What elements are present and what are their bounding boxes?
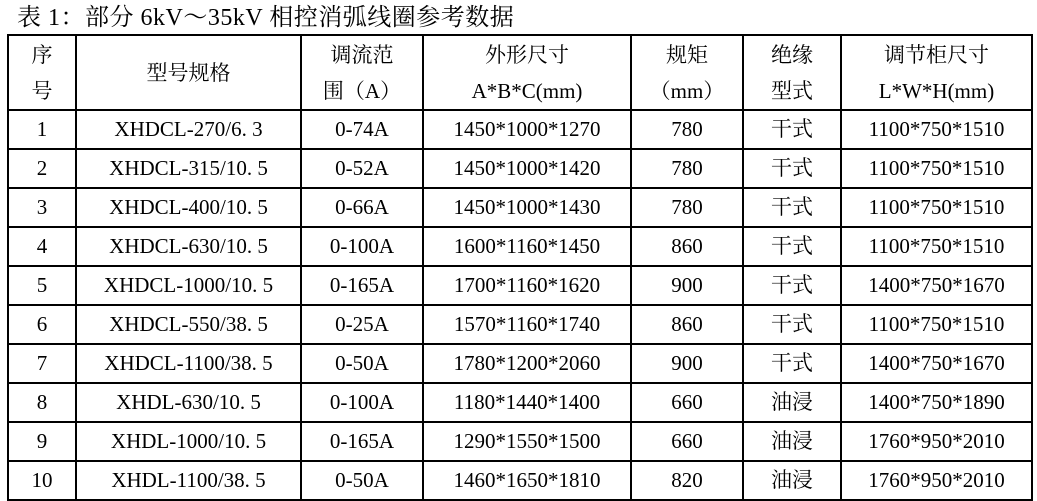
col-header-current-range xyxy=(301,35,423,110)
col-header-insulation xyxy=(743,35,841,110)
cell-cabinet-size: 1100*750*1510 xyxy=(841,188,1032,227)
cell-cabinet-size: 1400*750*1670 xyxy=(841,266,1032,305)
table-row xyxy=(8,344,1032,383)
header-line: 围（A） xyxy=(322,78,402,103)
cell-insulation: 干式 xyxy=(743,344,841,383)
cell-cabinet-size: 1760*950*2010 xyxy=(841,422,1032,461)
cell-serial: 5 xyxy=(8,266,76,305)
cell-insulation: 干式 xyxy=(743,266,841,305)
cell-current-range: 0-25A xyxy=(301,305,423,344)
cell-insulation: 干式 xyxy=(743,149,841,188)
header-line: 外形尺寸 xyxy=(485,42,569,67)
cell-model: XHDCL-630/10. 5 xyxy=(76,227,301,266)
cell-model: XHDL-1000/10. 5 xyxy=(76,422,301,461)
cell-gauge: 860 xyxy=(631,227,743,266)
cell-gauge: 660 xyxy=(631,383,743,422)
header-line: 序 xyxy=(31,42,53,67)
table-row xyxy=(8,110,1032,149)
col-header-cabinet-size xyxy=(841,35,1032,110)
cell-current-range: 0-100A xyxy=(301,383,423,422)
cell-cabinet-size: 1100*750*1510 xyxy=(841,149,1032,188)
cell-insulation: 油浸 xyxy=(743,383,841,422)
cell-model: XHDCL-315/10. 5 xyxy=(76,149,301,188)
cell-serial: 10 xyxy=(8,461,76,500)
cell-model: XHDCL-400/10. 5 xyxy=(76,188,301,227)
cell-current-range: 0-52A xyxy=(301,149,423,188)
cell-current-range: 0-50A xyxy=(301,461,423,500)
cell-dimensions: 1460*1650*1810 xyxy=(423,461,631,500)
cell-model: XHDCL-550/38. 5 xyxy=(76,305,301,344)
table-row xyxy=(8,227,1032,266)
cell-cabinet-size: 1760*950*2010 xyxy=(841,461,1032,500)
cell-cabinet-size: 1100*750*1510 xyxy=(841,110,1032,149)
cell-serial: 9 xyxy=(8,422,76,461)
cell-gauge: 780 xyxy=(631,110,743,149)
cell-current-range: 0-50A xyxy=(301,344,423,383)
cell-model: XHDCL-1000/10. 5 xyxy=(76,266,301,305)
header-line: A*B*C(mm) xyxy=(471,78,583,103)
table-row xyxy=(8,422,1032,461)
col-header-serial xyxy=(8,35,76,110)
cell-cabinet-size: 1400*750*1890 xyxy=(841,383,1032,422)
cell-cabinet-size: 1400*750*1670 xyxy=(841,344,1032,383)
cell-model: XHDL-1100/38. 5 xyxy=(76,461,301,500)
cell-cabinet-size: 1100*750*1510 xyxy=(841,227,1032,266)
cell-serial: 1 xyxy=(8,110,76,149)
cell-model: XHDCL-1100/38. 5 xyxy=(76,344,301,383)
col-header-gauge xyxy=(631,35,743,110)
table-row xyxy=(8,305,1032,344)
cell-dimensions: 1780*1200*2060 xyxy=(423,344,631,383)
cell-serial: 4 xyxy=(8,227,76,266)
table-header-row xyxy=(8,35,1032,110)
header-line: 号 xyxy=(31,78,53,103)
header-line: （mm） xyxy=(649,78,725,103)
cell-serial: 2 xyxy=(8,149,76,188)
cell-model: XHDCL-270/6. 3 xyxy=(76,110,301,149)
cell-gauge: 660 xyxy=(631,422,743,461)
cell-insulation: 干式 xyxy=(743,227,841,266)
table-row xyxy=(8,188,1032,227)
cell-insulation: 干式 xyxy=(743,188,841,227)
table-row xyxy=(8,266,1032,305)
cell-serial: 7 xyxy=(8,344,76,383)
table-title: 表 1：部分 6kV～35kV 相控消弧线圈参考数据 xyxy=(17,5,515,31)
cell-gauge: 900 xyxy=(631,344,743,383)
cell-dimensions: 1700*1160*1620 xyxy=(423,266,631,305)
cell-dimensions: 1290*1550*1500 xyxy=(423,422,631,461)
cell-current-range: 0-66A xyxy=(301,188,423,227)
cell-serial: 3 xyxy=(8,188,76,227)
cell-dimensions: 1600*1160*1450 xyxy=(423,227,631,266)
cell-model: XHDL-630/10. 5 xyxy=(76,383,301,422)
cell-current-range: 0-165A xyxy=(301,422,423,461)
table-body xyxy=(8,110,1032,500)
col-header-dimensions xyxy=(423,35,631,110)
header-line: 规矩 xyxy=(666,42,708,67)
cell-gauge: 780 xyxy=(631,188,743,227)
header-line: 型式 xyxy=(771,78,813,103)
col-header-model xyxy=(76,35,301,110)
header-line: L*W*H(mm) xyxy=(878,78,995,103)
cell-insulation: 油浸 xyxy=(743,461,841,500)
cell-dimensions: 1570*1160*1740 xyxy=(423,305,631,344)
cell-insulation: 油浸 xyxy=(743,422,841,461)
cell-dimensions: 1180*1440*1400 xyxy=(423,383,631,422)
header-line: 绝缘 xyxy=(771,42,813,67)
table-row xyxy=(8,461,1032,500)
cell-insulation: 干式 xyxy=(743,305,841,344)
table-row xyxy=(8,383,1032,422)
cell-dimensions: 1450*1000*1270 xyxy=(423,110,631,149)
cell-current-range: 0-74A xyxy=(301,110,423,149)
cell-current-range: 0-165A xyxy=(301,266,423,305)
cell-serial: 6 xyxy=(8,305,76,344)
table-row xyxy=(8,149,1032,188)
cell-gauge: 860 xyxy=(631,305,743,344)
cell-dimensions: 1450*1000*1430 xyxy=(423,188,631,227)
cell-gauge: 900 xyxy=(631,266,743,305)
cell-gauge: 780 xyxy=(631,149,743,188)
reference-data-table xyxy=(7,34,1033,501)
cell-current-range: 0-100A xyxy=(301,227,423,266)
header-line: 调节柜尺寸 xyxy=(884,42,989,67)
cell-insulation: 干式 xyxy=(743,110,841,149)
cell-dimensions: 1450*1000*1420 xyxy=(423,149,631,188)
cell-cabinet-size: 1100*750*1510 xyxy=(841,305,1032,344)
header-line: 调流范 xyxy=(330,42,394,67)
cell-gauge: 820 xyxy=(631,461,743,500)
cell-serial: 8 xyxy=(8,383,76,422)
header-line: 型号规格 xyxy=(146,60,231,85)
